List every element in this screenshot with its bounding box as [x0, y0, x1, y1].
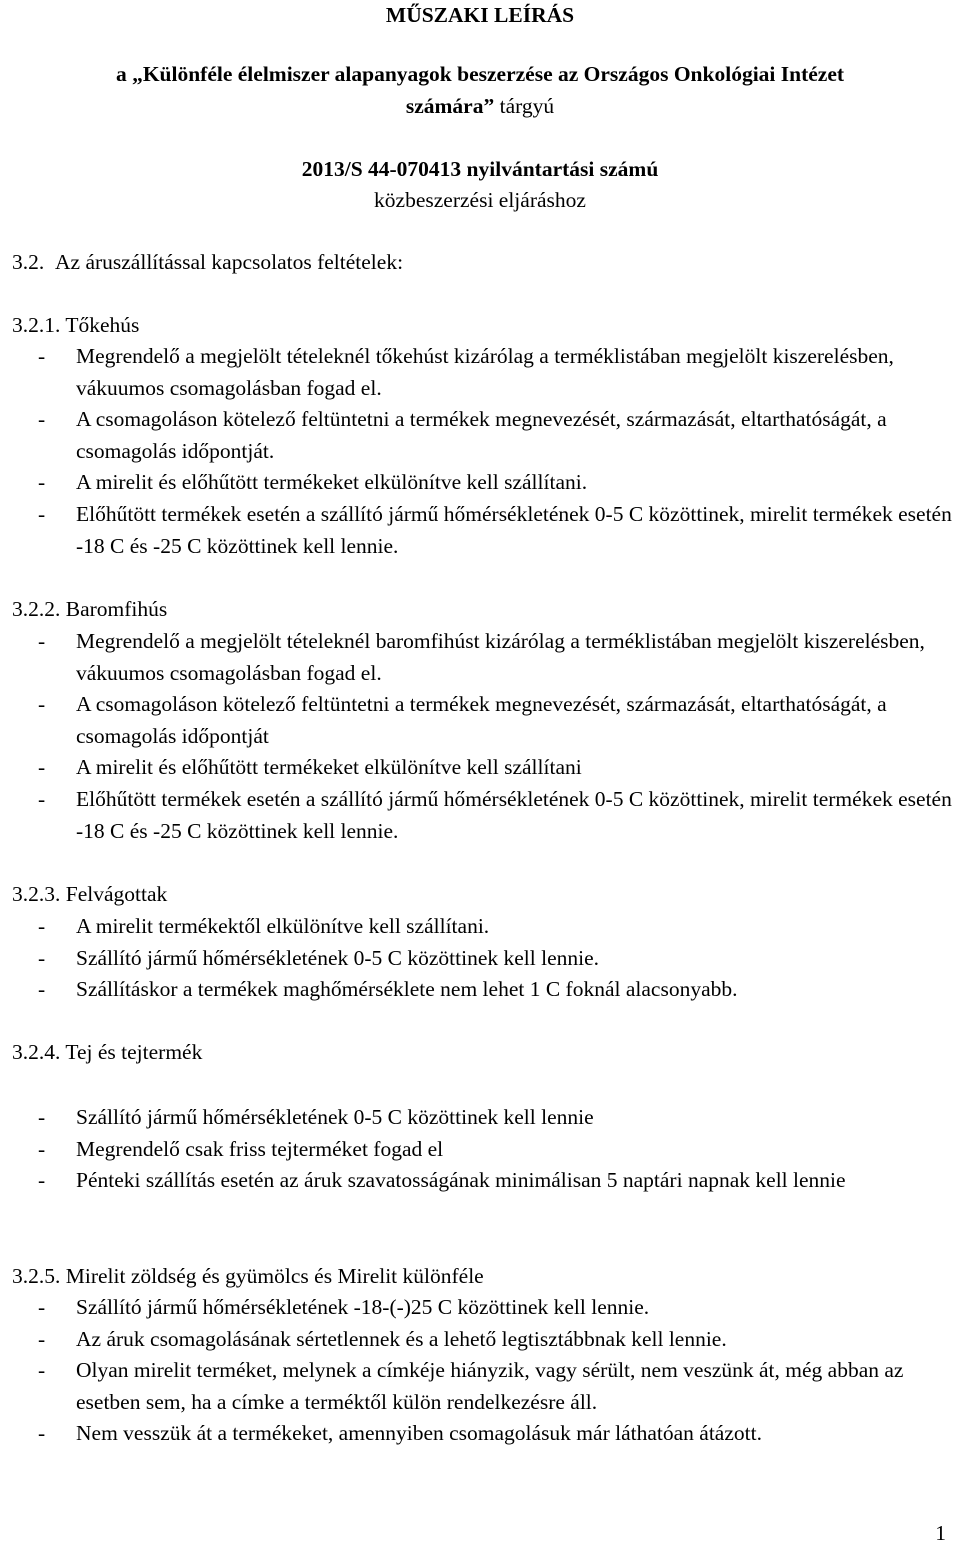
bullet-dash: -: [38, 470, 46, 494]
list-item: - Megrendelő csak friss tejterméket fogad el: [38, 1134, 956, 1166]
document-title: MŰSZAKI LEÍRÁS: [385, 3, 575, 27]
list-item: - Szállításkor a termékek maghőmérséklete nem lehet 1 C foknál alacsonyabb.: [38, 974, 956, 1006]
list-item: - Megrendelő a megjelölt tételeknél tőkehúst kizárólag a terméklistában megjelölt kiszerelésben, vákuumos csomagolásban fogad el.: [38, 341, 956, 404]
subsection-heading-tokehus: 3.2.1. Tőkehús: [12, 313, 140, 337]
bullet-dash: -: [38, 344, 46, 368]
list-item: - A mirelit termékektől elkülönítve kell szállítani.: [38, 911, 956, 943]
list-item: - A csomagoláson kötelező feltüntetni a termékek megnevezését, származását, eltarthatóságát, a csomagolás időpontját.: [38, 404, 956, 467]
subsection-heading-mirelit: 3.2.5. Mirelit zöldség és gyümölcs és Mirelit különféle: [12, 1264, 484, 1288]
bullet-dash: -: [38, 1168, 46, 1192]
bullet-dash: -: [38, 407, 46, 431]
bullet-dash: -: [38, 629, 46, 653]
subsection-heading-felvagottak: 3.2.3. Felvágottak: [12, 882, 168, 906]
list-item: - Szállító jármű hőmérsékletének 0-5 C közöttinek kell lennie.: [38, 943, 956, 975]
bullet-dash: -: [38, 787, 46, 811]
subsection-heading-tej: 3.2.4. Tej és tejtermék: [12, 1040, 203, 1064]
list-item: - Szállító jármű hőmérsékletének 0-5 C közöttinek kell lennie: [38, 1102, 956, 1134]
list-item: - Előhűtött termékek esetén a szállító jármű hőmérsékletének 0-5 C közöttinek, mirelit termékek esetén -18 C és -25 C közöttinek kell lennie.: [38, 784, 956, 847]
list-item: - Előhűtött termékek esetén a szállító jármű hőmérsékletének 0-5 C közöttinek, mirelit termékek esetén -18 C és -25 C közöttinek kell lennie.: [38, 499, 956, 562]
bullet-dash: -: [38, 1137, 46, 1161]
bullet-dash: -: [38, 914, 46, 938]
subject-line-2: számára” tárgyú: [405, 94, 555, 118]
bullet-dash: -: [38, 692, 46, 716]
subsection-heading-baromfihus: 3.2.2. Baromfihús: [12, 597, 168, 621]
bullet-dash: -: [38, 1327, 46, 1351]
bullet-dash: -: [38, 977, 46, 1001]
section-heading: 3.2. Az áruszállítással kapcsolatos feltételek:: [12, 250, 404, 274]
bullet-dash: -: [38, 1358, 46, 1382]
bullet-dash: -: [38, 502, 46, 526]
list-item: - Olyan mirelit terméket, melynek a címkéje hiányzik, vagy sérült, nem veszünk át, még abban az esetben sem, ha a címke a terméktől külön rendelkezésre áll.: [38, 1355, 956, 1418]
bullet-dash: -: [38, 1421, 46, 1445]
procedure-label: közbeszerzési eljáráshoz: [374, 188, 586, 212]
list-item: - A mirelit és előhűtött termékeket elkülönítve kell szállítani: [38, 752, 956, 784]
list-item: - Szállító jármű hőmérsékletének -18-(-)25 C közöttinek kell lennie.: [38, 1292, 956, 1324]
list-item: - Nem vesszük át a termékeket, amennyiben csomagolásuk már láthatóan átázott.: [38, 1418, 956, 1450]
reference-number: 2013/S 44-070413 nyilvántartási számú: [301, 157, 659, 181]
bullet-dash: -: [38, 755, 46, 779]
list-item: - A csomagoláson kötelező feltüntetni a termékek megnevezését, származását, eltarthatóságát, a csomagolás időpontját: [38, 689, 956, 752]
list-item: - Pénteki szállítás esetén az áruk szavatosságának minimálisan 5 naptári napnak kell lennie: [38, 1165, 956, 1197]
page-number: 1: [935, 1521, 946, 1545]
list-item: - Megrendelő a megjelölt tételeknél baromfihúst kizárólag a terméklistában megjelölt kiszerelésben, vákuumos csomagolásban fogad el.: [38, 626, 956, 689]
list-item: - A mirelit és előhűtött termékeket elkülönítve kell szállítani.: [38, 467, 956, 499]
list-item: - Az áruk csomagolásának sértetlennek és a lehető legtisztábbnak kell lennie.: [38, 1324, 956, 1356]
bullet-dash: -: [38, 1105, 46, 1129]
subject-line-1: a „Különféle élelmiszer alapanyagok beszerzése az Országos Onkológiai Intézet: [115, 62, 845, 86]
bullet-dash: -: [38, 946, 46, 970]
bullet-dash: -: [38, 1295, 46, 1319]
